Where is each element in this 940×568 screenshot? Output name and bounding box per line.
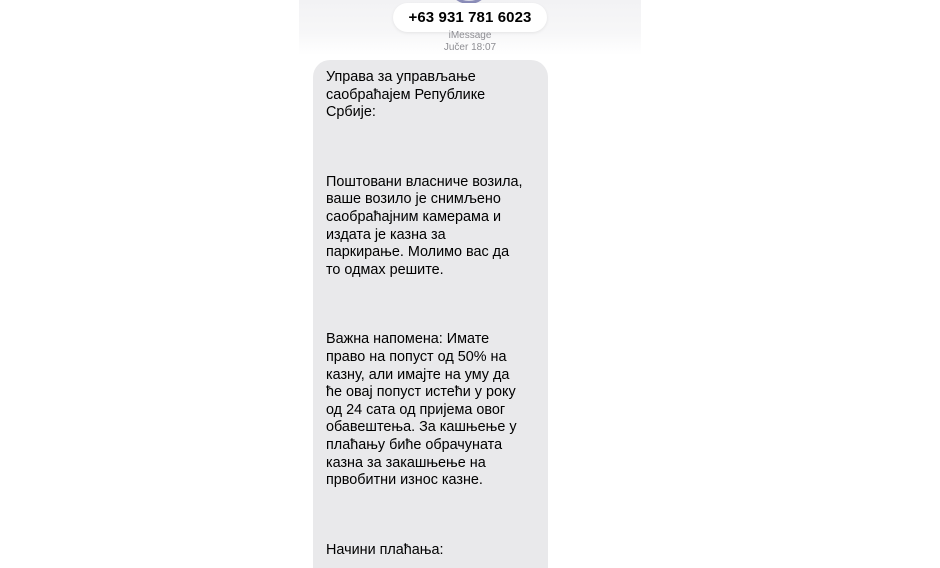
message-spacer	[326, 279, 535, 331]
incoming-message-bubble[interactable]	[313, 60, 548, 568]
message-paragraph-discount: Важна напомена: Имате право на попуст од 50% на казну, али имајте на уму да ће овај попуст истећи у року од 24 сата од пријема овог обавештења. За кашњење у плаћању биће обрачуната казна за закашњење на првобитни износ казне.	[326, 331, 517, 489]
message-paragraph-notice: Поштовани власниче возила, ваше возило је снимљено саобраћајним камерама и издата је казна за паркирање. Молимо вас да то одмах решите.	[326, 173, 523, 278]
message-timestamp: Jučer 18:07	[443, 42, 497, 53]
message-spacer	[326, 122, 535, 174]
message-paragraph-sender: Управа за управљање саобраћајем Републике Србије:	[326, 69, 486, 121]
contact-name-button[interactable]	[393, 3, 547, 32]
message-spacer	[326, 490, 535, 542]
message-paragraph-payment: Начини плаћања:	[326, 541, 444, 558]
contact-phone-number: +63 931 781 6023	[408, 9, 532, 26]
messages-screen	[299, 0, 641, 568]
service-label: iMessage	[448, 30, 492, 41]
